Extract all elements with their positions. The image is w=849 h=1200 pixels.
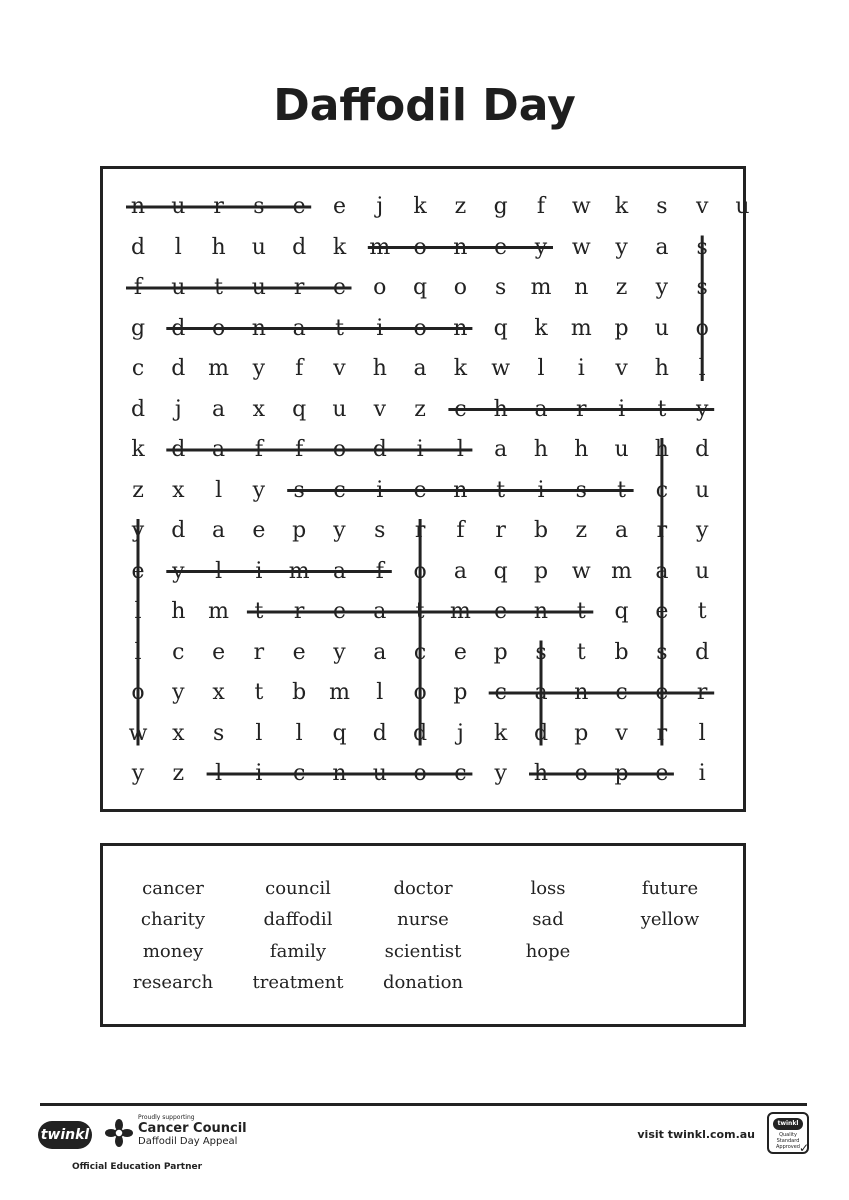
grid-letter: o	[574, 761, 588, 786]
grid-letter: a	[332, 558, 347, 584]
word-list-item: loss	[530, 878, 566, 899]
grid-letter: p	[574, 720, 589, 746]
grid-letter: t	[496, 477, 506, 503]
grid-letter: a	[212, 396, 226, 422]
grid-letter: a	[453, 558, 467, 584]
grid-letter: y	[333, 518, 346, 543]
grid-letter: l	[255, 720, 263, 746]
grid-letter: l	[215, 558, 223, 584]
twinkl-logo: twinkl	[38, 1121, 92, 1149]
grid-letter: d	[171, 518, 186, 543]
grid-letter: v	[615, 720, 628, 746]
grid-letter: y	[131, 761, 145, 786]
grid-letter: q	[332, 720, 347, 746]
grid-letter: l	[698, 720, 706, 746]
daffodil-appeal-label: Daffodil Day Appeal	[138, 1136, 238, 1147]
grid-letter: s	[495, 275, 507, 300]
grid-letter: v	[333, 356, 346, 381]
grid-letter: m	[288, 558, 310, 584]
word-list-item: doctor	[393, 878, 453, 899]
grid-letter: e	[413, 477, 427, 503]
word-list-item: future	[641, 878, 699, 899]
grid-letter: d	[533, 720, 549, 746]
grid-letter: l	[134, 639, 142, 665]
cancer-council-name: Cancer Council	[138, 1121, 247, 1136]
grid-letter: d	[695, 639, 710, 665]
grid-letter: d	[171, 315, 186, 341]
grid-letter: q	[614, 599, 629, 624]
grid-letter: i	[255, 761, 263, 786]
grid-letter: p	[614, 315, 629, 341]
grid-letter: e	[655, 599, 669, 624]
grid-letter: b	[292, 680, 307, 705]
grid-letter: a	[292, 315, 306, 341]
grid-letter: y	[172, 558, 185, 584]
grid-letter: x	[172, 477, 185, 503]
grid-letter: d	[130, 234, 146, 260]
grid-letter: u	[251, 234, 266, 260]
grid-letter: m	[369, 234, 391, 260]
grid-letter: z	[172, 761, 185, 786]
grid-letter: s	[696, 275, 708, 300]
grid-letter: g	[493, 194, 508, 219]
grid-letter: u	[614, 437, 629, 462]
grid-letter: l	[295, 720, 303, 746]
grid-letter: t	[576, 599, 586, 624]
grid-letter: s	[575, 477, 587, 503]
grid-letter: o	[413, 680, 427, 705]
grid-letter: o	[413, 315, 427, 341]
grid-letter: z	[132, 477, 144, 503]
grid-letter: e	[655, 761, 669, 786]
grid-letter: r	[696, 680, 708, 705]
grid-letter: g	[130, 315, 146, 341]
grid-letter: k	[614, 194, 629, 219]
grid-letter: y	[131, 518, 145, 543]
grid-letter: e	[252, 518, 266, 543]
grid-letter: k	[131, 437, 145, 462]
grid-letter: u	[171, 275, 186, 300]
grid-letter: c	[333, 477, 346, 503]
check-icon: ✓	[798, 1141, 809, 1155]
grid-letter: h	[372, 356, 387, 381]
grid-letter: f	[456, 518, 465, 543]
grid-letter: l	[215, 477, 223, 503]
grid-letter: d	[372, 437, 387, 462]
grid-letter: c	[293, 761, 306, 786]
grid-letter: c	[172, 639, 185, 665]
grid-letter: m	[208, 356, 230, 381]
grid-letter: a	[413, 356, 427, 381]
grid-letter: s	[535, 639, 547, 665]
grid-letter: v	[373, 396, 387, 422]
grid-letter: p	[614, 761, 629, 786]
grid-letter: t	[335, 315, 344, 341]
grid-letter: u	[372, 761, 387, 786]
grid-letter: c	[454, 761, 467, 786]
word-list-item: family	[269, 941, 327, 962]
word-list-item: sad	[532, 909, 564, 930]
grid-letter: p	[453, 680, 468, 705]
grid-letter: k	[494, 720, 508, 746]
grid-letter: e	[494, 599, 508, 624]
visit-link[interactable]: visit twinkl.com.au	[637, 1128, 755, 1141]
quality-badge	[767, 1112, 809, 1154]
grid-letter: q	[493, 315, 508, 341]
grid-letter: m	[611, 558, 633, 584]
word-list-item: council	[265, 878, 331, 899]
grid-letter: j	[376, 194, 384, 219]
grid-letter: t	[415, 599, 425, 624]
grid-letter: c	[655, 477, 669, 503]
grid-letter: q	[493, 558, 508, 584]
grid-letter: t	[576, 639, 586, 665]
grid-letter: k	[453, 356, 468, 381]
grid-letter: a	[212, 437, 226, 462]
grid-letter: r	[293, 275, 305, 300]
grid-letter: l	[537, 356, 545, 381]
grid-letter: w	[571, 234, 591, 260]
grid-letter: r	[293, 599, 305, 624]
grid-letter: d	[171, 356, 186, 381]
grid-letter: d	[130, 396, 146, 422]
grid-letter: h	[493, 396, 508, 422]
word-list-item: yellow	[640, 909, 700, 930]
grid-letter: u	[654, 315, 669, 341]
grid-letter: a	[655, 558, 669, 584]
grid-letter: e	[212, 639, 226, 665]
grid-letter: n	[453, 315, 468, 341]
grid-letter: p	[292, 518, 307, 543]
word-list-item: donation	[382, 972, 464, 993]
badge-text: Quality Standard Approved	[776, 1132, 800, 1150]
grid-letter: h	[654, 356, 669, 381]
grid-letter: i	[376, 315, 384, 341]
grid-letter: r	[656, 720, 668, 746]
grid-letter: l	[698, 356, 706, 381]
grid-letter: d	[171, 437, 186, 462]
grid-letter: m	[208, 599, 230, 624]
grid-letter: s	[293, 477, 305, 503]
grid-letter: y	[655, 275, 669, 300]
grid-letter: f	[375, 558, 384, 584]
grid-letter: o	[695, 315, 709, 341]
grid-letter: y	[333, 639, 346, 665]
grid-letter: r	[656, 518, 668, 543]
grid-letter: i	[376, 477, 384, 503]
grid-letter: s	[696, 234, 708, 260]
grid-letter: o	[413, 761, 427, 786]
grid-letter: x	[172, 720, 185, 746]
grid-letter: a	[534, 680, 548, 705]
grid-letter: n	[130, 194, 146, 219]
grid-letter: c	[615, 680, 628, 705]
grid-letter: s	[253, 194, 265, 219]
grid-letter: s	[656, 639, 668, 665]
word-list-item: scientist	[384, 941, 462, 962]
grid-letter: a	[655, 234, 669, 260]
grid-letter: e	[453, 639, 467, 665]
grid-letter: d	[372, 720, 387, 746]
grid-letter: v	[615, 356, 628, 381]
grid-letter: s	[374, 518, 386, 543]
grid-letter: y	[252, 477, 266, 503]
grid-letter: t	[254, 599, 264, 624]
grid-letter: y	[695, 396, 709, 422]
grid-letter: e	[332, 275, 347, 300]
grid-letter: p	[493, 639, 508, 665]
grid-letter: u	[695, 558, 710, 584]
grid-letter: y	[695, 518, 709, 543]
grid-letter: c	[413, 639, 427, 665]
education-partner-label: Official Education Partner	[72, 1162, 203, 1172]
grid-letter: t	[214, 275, 224, 300]
word-list-item: hope	[525, 941, 571, 962]
grid-letter: k	[413, 194, 427, 219]
grid-letter: s	[212, 720, 225, 746]
word-list-item: nurse	[397, 909, 449, 930]
grid-letter: t	[697, 599, 707, 624]
word-list-item: treatment	[252, 972, 344, 993]
grid-letter: a	[534, 396, 548, 422]
grid-letter: r	[253, 639, 265, 665]
grid-letter: w	[571, 558, 591, 584]
grid-letter: n	[251, 315, 266, 341]
grid-letter: a	[494, 437, 508, 462]
grid-letter: h	[533, 761, 549, 786]
grid-letter: m	[530, 275, 552, 300]
grid-letter: h	[171, 599, 186, 624]
grid-letter: h	[574, 437, 589, 462]
grid-letter: f	[133, 275, 143, 300]
grid-letter: r	[414, 518, 426, 543]
grid-letter: y	[494, 761, 507, 786]
grid-letter: i	[537, 477, 545, 503]
grid-letter: q	[413, 275, 428, 300]
grid-letter: c	[494, 680, 507, 705]
grid-letter: h	[533, 437, 549, 462]
grid-letter: l	[174, 234, 182, 260]
grid-letter: l	[376, 680, 384, 705]
grid-letter: q	[292, 396, 307, 422]
grid-letter: n	[574, 275, 589, 300]
grid-letter: o	[453, 275, 468, 300]
grid-letter: y	[615, 234, 628, 260]
grid-letter: s	[656, 194, 668, 219]
badge-logo: twinkl	[773, 1118, 803, 1130]
grid-letter: i	[577, 356, 585, 381]
grid-letter: h	[211, 234, 226, 260]
grid-letter: m	[329, 680, 350, 705]
grid-letter: n	[453, 477, 468, 503]
grid-letter: l	[134, 599, 142, 624]
grid-letter: a	[212, 518, 226, 543]
grid-letter: u	[695, 477, 710, 503]
grid-letter: f	[295, 356, 304, 381]
grid-letter: u	[735, 194, 750, 219]
word-list-item: daffodil	[263, 909, 333, 930]
page-title: Daffodil Day	[273, 80, 576, 131]
grid-letter: o	[373, 275, 387, 300]
grid-letter: w	[571, 194, 591, 219]
supporting-label: Proudly supporting	[138, 1114, 195, 1121]
grid-letter: c	[454, 396, 467, 422]
grid-letter: n	[533, 599, 549, 624]
grid-letter: u	[332, 396, 347, 422]
grid-letter: f	[254, 437, 263, 462]
grid-letter: a	[373, 639, 387, 665]
grid-letter: u	[251, 275, 266, 300]
grid-letter: c	[131, 356, 145, 381]
grid-letter: e	[655, 680, 669, 705]
grid-letter: w	[491, 356, 511, 381]
grid-letter: k	[534, 315, 548, 341]
grid-letter: e	[131, 558, 145, 584]
grid-letter: e	[494, 234, 508, 260]
grid-letter: m	[449, 599, 471, 624]
grid-letter: t	[657, 396, 667, 422]
grid-letter: f	[295, 437, 304, 462]
word-list-item: cancer	[142, 878, 204, 899]
grid-letter: f	[536, 194, 546, 219]
grid-letter: w	[128, 720, 148, 746]
daffodil-icon	[104, 1118, 134, 1148]
grid-letter: e	[292, 639, 306, 665]
grid-letter: o	[211, 315, 226, 341]
footer-divider	[40, 1103, 807, 1106]
grid-letter: i	[618, 396, 626, 422]
grid-letter: z	[454, 194, 467, 219]
grid-letter: o	[413, 234, 427, 260]
grid-letter: m	[570, 315, 592, 341]
grid-letter: n	[332, 761, 347, 786]
grid-letter: l	[215, 761, 223, 786]
grid-letter: z	[575, 518, 588, 543]
grid-letter: d	[292, 234, 307, 260]
grid-letter: r	[495, 518, 506, 543]
grid-letter: n	[453, 234, 468, 260]
grid-letter: j	[456, 720, 464, 746]
grid-letter: t	[254, 680, 264, 705]
grid-letter: t	[617, 477, 627, 503]
grid-letter: r	[213, 194, 224, 219]
grid-letter: h	[654, 437, 669, 462]
grid-letter: v	[695, 194, 709, 219]
grid-letter: i	[255, 558, 263, 584]
grid-letter: l	[456, 437, 464, 462]
word-list-item: charity	[140, 909, 206, 930]
grid-letter: d	[413, 720, 428, 746]
word-list-box	[100, 843, 746, 1027]
grid-letter: a	[615, 518, 629, 543]
grid-letter: d	[695, 437, 710, 462]
grid-letter: x	[212, 680, 225, 705]
grid-letter: o	[131, 680, 145, 705]
grid-letter: b	[614, 639, 629, 665]
grid-letter: z	[414, 396, 426, 422]
grid-letter: i	[698, 761, 706, 786]
grid-letter: i	[416, 437, 424, 462]
grid-letter: e	[332, 599, 347, 624]
grid-letter: a	[373, 599, 387, 624]
grid-letter: j	[174, 396, 182, 422]
grid-letter: o	[332, 437, 347, 462]
grid-letter: y	[252, 356, 266, 381]
grid-letter: p	[533, 558, 549, 584]
grid-letter: e	[292, 194, 306, 219]
grid-letter: b	[533, 518, 549, 543]
grid-letter: r	[576, 396, 587, 422]
word-list-item: research	[132, 972, 214, 993]
grid-letter: o	[413, 558, 427, 584]
grid-letter: e	[332, 194, 347, 219]
grid-letter: n	[574, 680, 589, 705]
grid-letter: x	[252, 396, 266, 422]
word-list-item: money	[142, 941, 204, 962]
grid-letter: u	[171, 194, 186, 219]
grid-letter: k	[332, 234, 347, 260]
grid-letter: y	[172, 680, 185, 705]
grid-letter: y	[534, 234, 548, 260]
grid-letter: z	[615, 275, 628, 300]
